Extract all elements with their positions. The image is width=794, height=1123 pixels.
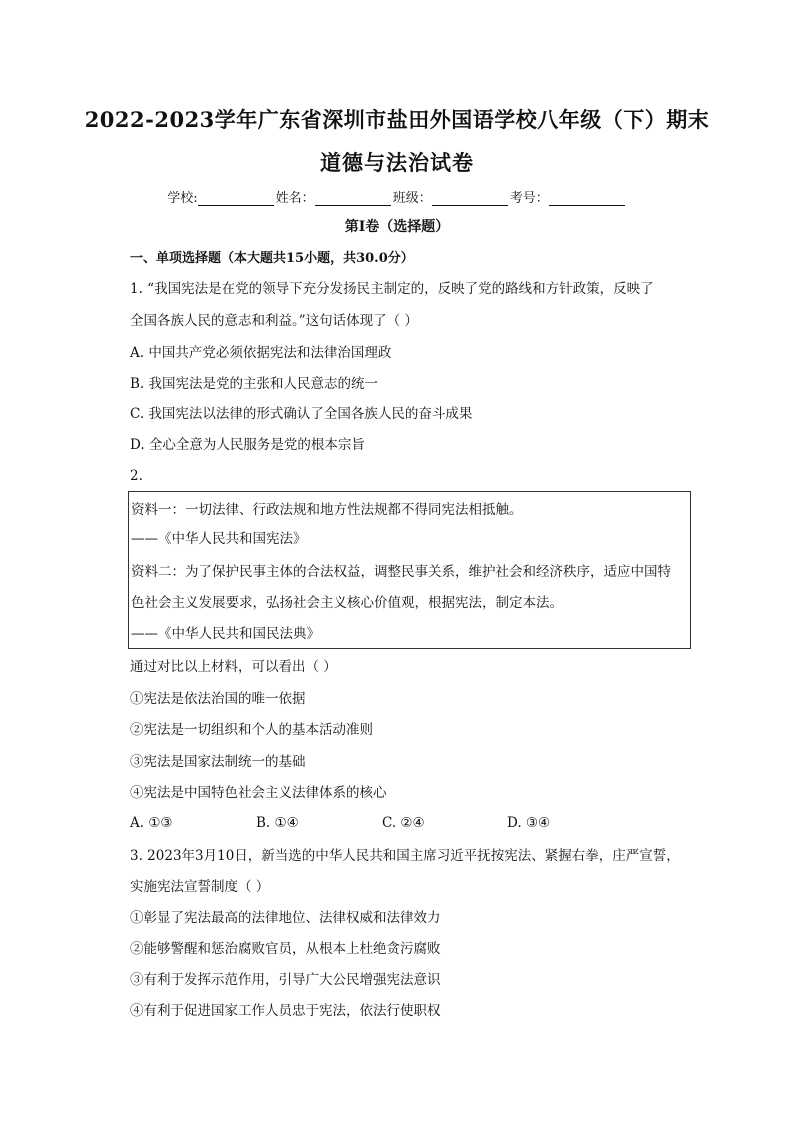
q2-statement: ④宪法是中国特色社会主义法律体系的核心 — [130, 785, 387, 801]
student-info-row — [0, 187, 794, 206]
name-label: 姓名： — [275, 191, 315, 206]
q2-material-line: ——《中华人民共和国民法典》 — [131, 626, 320, 642]
q2-option-d[interactable]: D. ③④ — [507, 815, 551, 831]
q3-statement: ④有利于促进国家工作人员忠于宪法，依法行使职权 — [130, 1003, 441, 1019]
q1-option-c[interactable]: C. 我国宪法以法律的形式确认了全国各族人民的奋斗成果 — [130, 406, 473, 422]
q3-statement: ①彰显了宪法最高的法律地位、法律权威和法律效力 — [130, 910, 441, 926]
exam-title-line2: 道德与法治试卷 — [320, 150, 474, 175]
q2-material-line: 资料一：一切法律、行政法规和地方性法规都不得同宪法相抵触。 — [131, 502, 523, 518]
exam-no-label: 考号： — [509, 191, 549, 206]
q2-number: 2. — [130, 468, 143, 484]
q2-statement: ①宪法是依法治国的唯一依据 — [130, 691, 306, 707]
q2-statement: ②宪法是一切组织和个人的基本活动准则 — [130, 722, 373, 738]
q1-stem-line1: 1. “我国宪法是在党的领导下充分发扬民主制定的，反映了党的路线和方针政策，反映了 — [130, 281, 654, 297]
class-blank[interactable] — [432, 192, 508, 206]
q3-statement: ③有利于发挥示范作用，引导广大公民增强宪法意识 — [130, 972, 441, 988]
q2-option-b[interactable]: B. ①④ — [256, 815, 299, 831]
q2-option-a[interactable]: A. ①③ — [130, 815, 173, 831]
q2-material-line: ——《中华人民共和国宪法》 — [131, 531, 307, 547]
section-title: 一、单项选择题（本大题共15小题，共30.0分） — [130, 251, 414, 266]
q3-stem-line1: 3. 2023年3月10日，新当选的中华人民共和国主席习近平抚按宪法、紧握右拳，庄严宣誓， — [130, 848, 680, 864]
volume-title: 第I卷（选择题） — [344, 219, 450, 235]
q2-material-line: 资料二：为了保护民事主体的合法权益，调整民事关系，维护社会和经济秩序，适应中国特 — [131, 564, 671, 580]
q2-stem: 通过对比以上材料，可以看出（ ） — [130, 659, 337, 675]
q2-material-box — [128, 491, 691, 649]
class-label: 班级： — [392, 191, 432, 206]
q1-stem-line2: 全国各族人民的意志和利益。”这句话体现了（ ） — [130, 313, 418, 329]
q3-statement: ②能够警醒和惩治腐败官员，从根本上杜绝贪污腐败 — [130, 941, 441, 957]
q2-statement: ③宪法是国家法制统一的基础 — [130, 754, 306, 770]
exam-no-blank[interactable] — [549, 192, 625, 206]
school-label: 学校: — [167, 191, 198, 206]
school-blank[interactable] — [198, 192, 274, 206]
q1-option-a[interactable]: A. 中国共产党必须依据宪法和法律治国理政 — [130, 345, 392, 361]
q2-material-line: 色社会主义发展要求，弘扬社会主义核心价值观，根据宪法，制定本法。 — [131, 595, 563, 611]
q1-option-b[interactable]: B. 我国宪法是党的主张和人民意志的统一 — [130, 376, 379, 392]
name-blank[interactable] — [315, 192, 391, 206]
q1-option-d[interactable]: D. 全心全意为人民服务是党的根本宗旨 — [130, 437, 365, 453]
q2-option-c[interactable]: C. ②④ — [382, 815, 425, 831]
exam-title-line1: 2022-2023学年广东省深圳市盐田外国语学校八年级（下）期末 — [84, 107, 710, 132]
q3-stem-line2: 实施宪法宣誓制度（ ） — [130, 879, 270, 895]
